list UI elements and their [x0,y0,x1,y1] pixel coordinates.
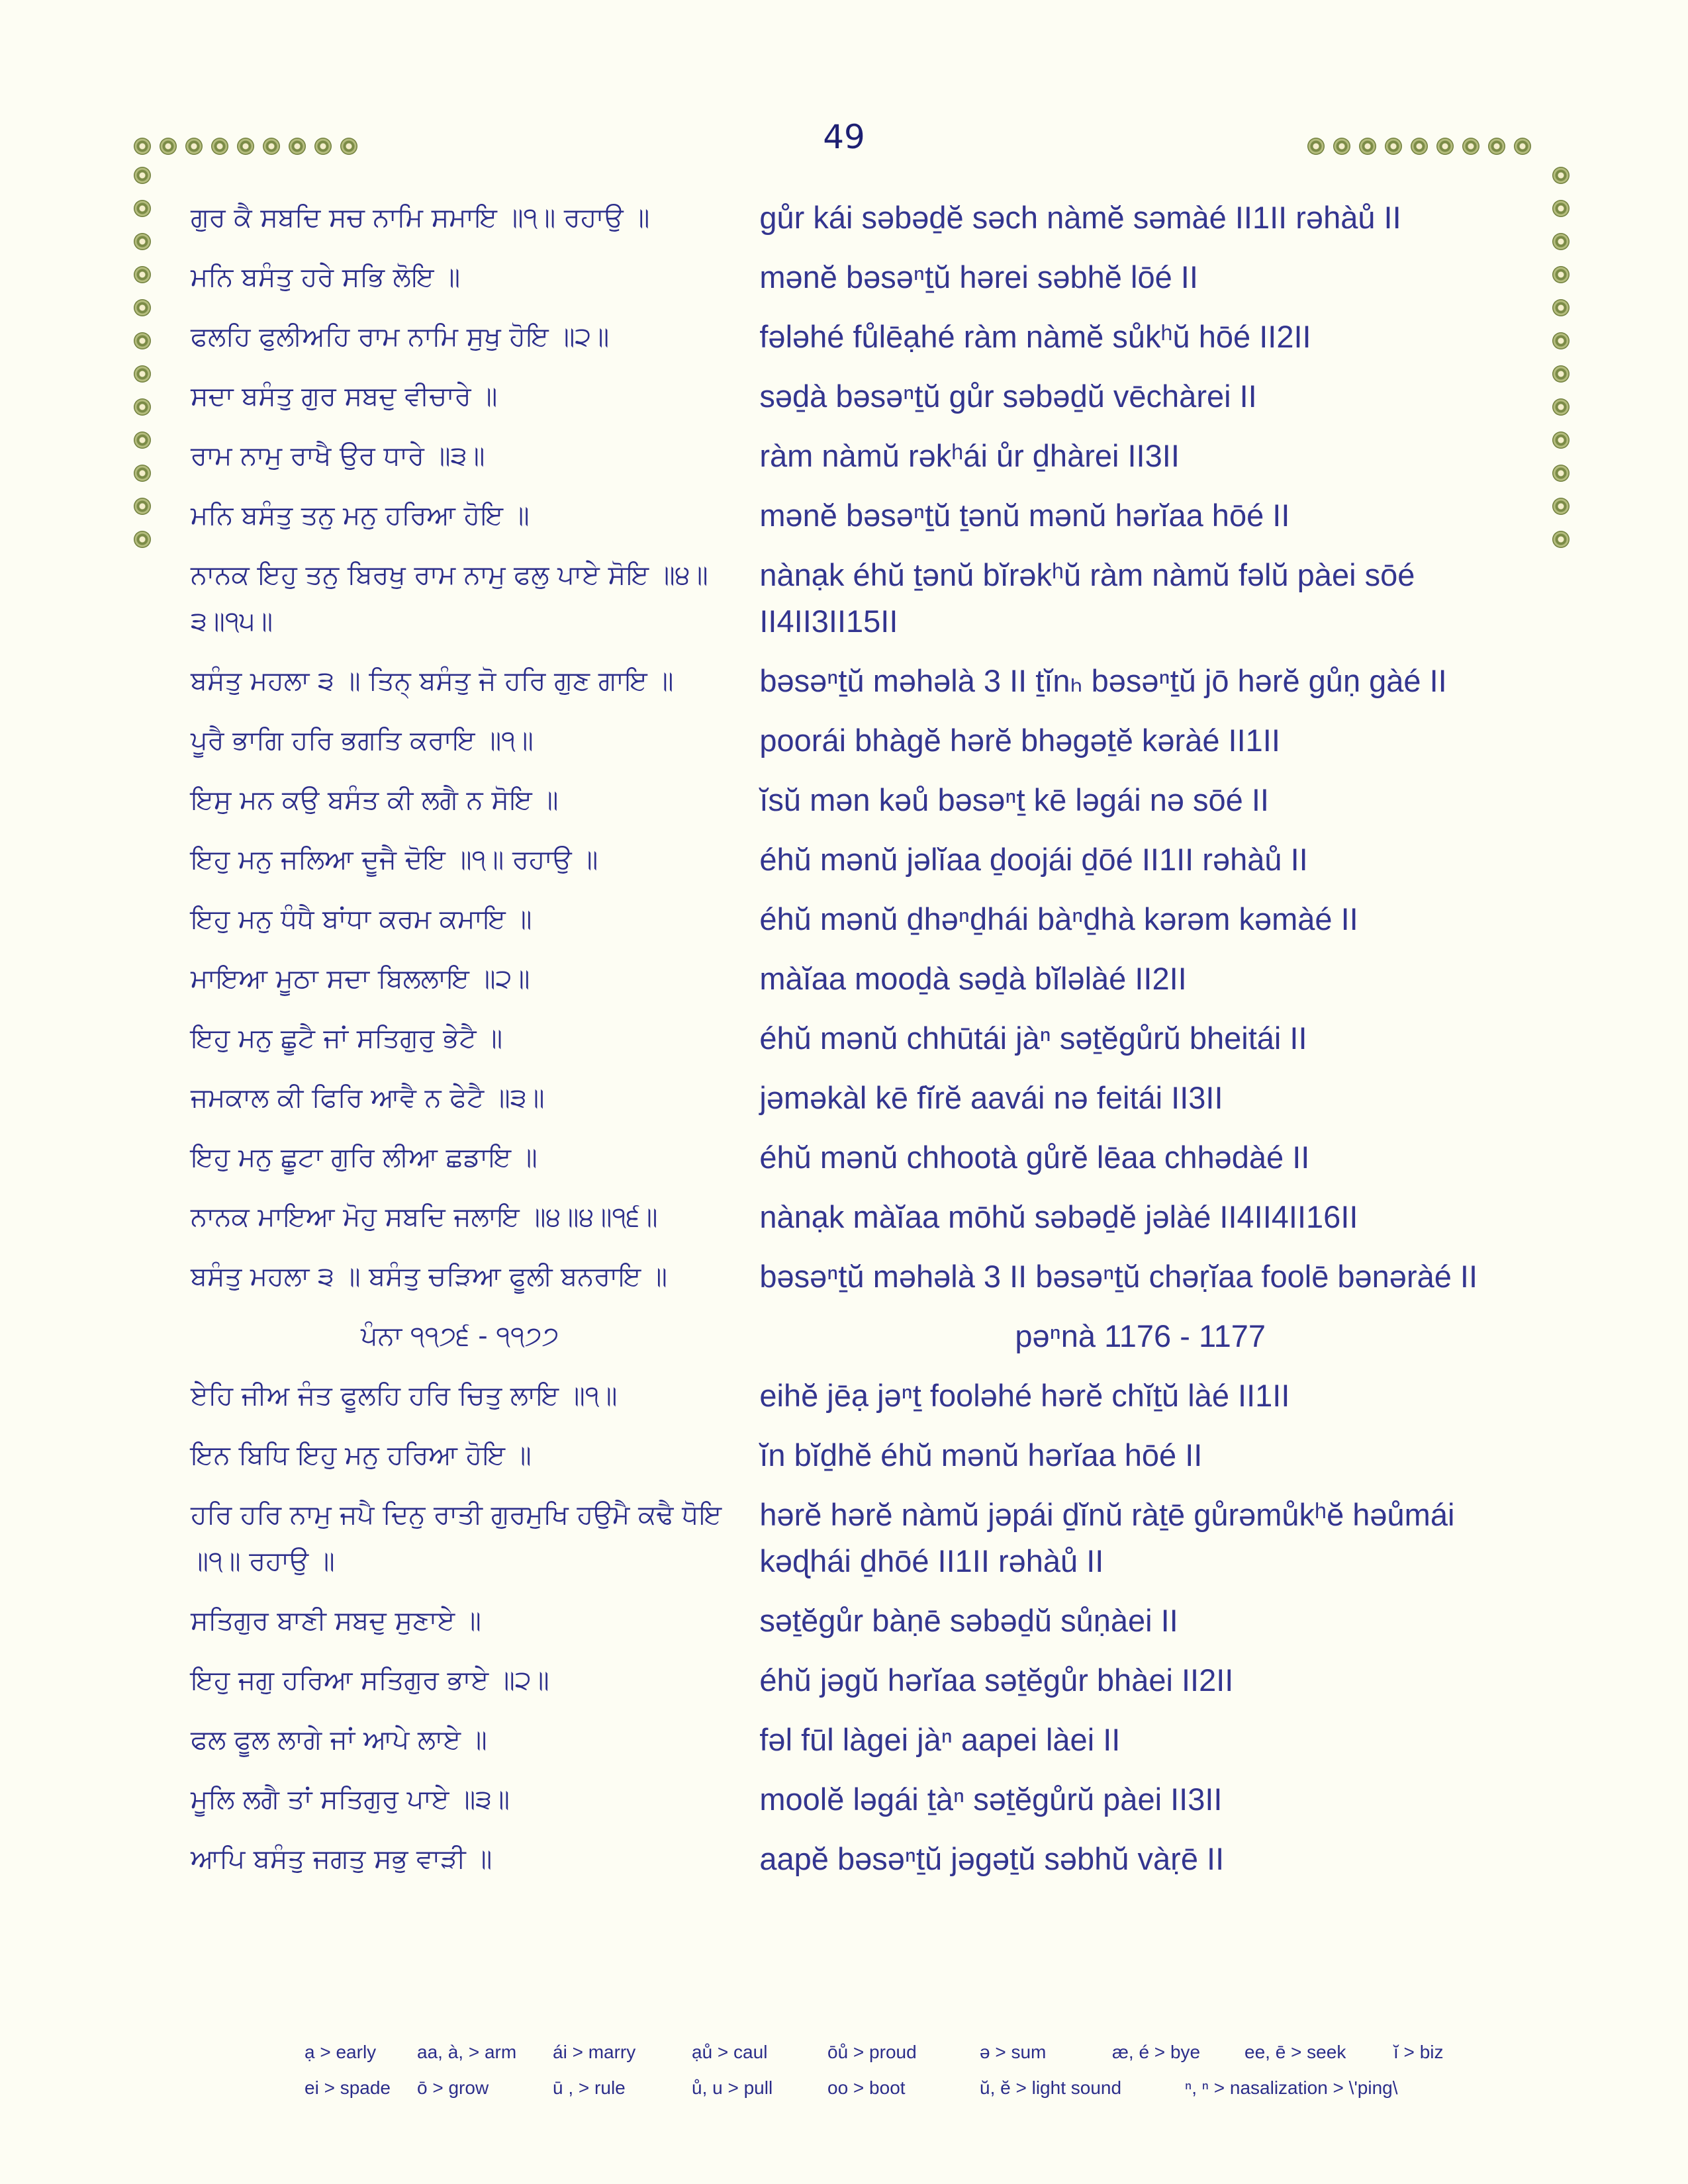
gurmukhi-line: ਇਹੁ ਮਨੁ ਧੰਧੈ ਬਾਂਧਾ ਕਰਮ ਕਮਾਇ ॥ [191,904,532,934]
flower-icon [134,498,151,515]
flower-icon [185,138,203,155]
transliteration-line: gůr kái səbəḏĕ səch nàmĕ səmàé II1II rəhàů II [759,200,1401,235]
gurmukhi-line: ਆਪਿ ਬਸੰਤੁ ਜਗਤੁ ਸਭੁ ਵਾੜੀ ॥ [191,1844,492,1874]
transliteration-line: éhŭ mənŭ chhūtái jàⁿ səṯĕgůrŭ bheitái II [759,1021,1307,1056]
gurmukhi-line: ਮੂਲਿ ਲਗੈ ਤਾਂ ਸਤਿਗੁਰੁ ਪਾਏ ॥੩॥ [191,1784,510,1815]
verse-row [191,1492,1521,1584]
transliteration-line: fəl fūl làgei jàⁿ aapei làei II [759,1722,1121,1757]
verse-row [191,314,1521,360]
gurmukhi-line: ਰਾਮ ਨਾਮੁ ਰਾਖੈ ਉਰ ਧਾਰੇ ॥੩॥ [191,441,485,471]
legend-item: aa, à, > arm [417,2042,517,2062]
verse-row [191,1657,1521,1704]
verse-row [191,492,1521,539]
legend-item: ə > sum [980,2042,1047,2062]
legend-item: ŭ, ĕ > light sound [980,2077,1122,2098]
legend-item: ō > grow [417,2077,489,2098]
verse-row [191,1717,1521,1763]
gurmukhi-line: ਇਸੁ ਮਨ ਕਉ ਬਸੰਤ ਕੀ ਲਗੈ ਨ ਸੋਇ ॥ [191,785,559,815]
transliteration-line: nànạk éhŭ ṯənŭ bĭrəkʰŭ ràm nàmŭ fəlŭ pàei sōé II4II3II15II [759,557,1415,639]
flower-icon [134,138,151,155]
transliteration-line: éhŭ mənŭ jəlĭaa ḏoojái ḏōé II1II rəhàů II [759,842,1308,877]
gurmukhi-line: ਬਸੰਤੁ ਮਹਲਾ ੩ ॥ ਤਿਨ੍ ਬਸੰਤੁ ਜੋ ਹਰਿ ਗੁਣ ਗਾਇ ॥ [191,666,674,696]
legend-item: ạů > caul [692,2042,768,2062]
transliteration-line: səḏà bəsəⁿṯŭ gůr səbəḏŭ vēchàrei II [759,379,1257,414]
flower-icon [237,138,254,155]
flower-icon [1488,138,1505,155]
flower-icon [134,299,151,316]
verse-list [191,195,1521,1895]
flower-icon [1552,365,1570,383]
flower-icon [1552,531,1570,548]
legend-item: ĭ > biz [1393,2042,1444,2062]
flower-icon [1552,167,1570,184]
verse-row [191,777,1521,823]
flower-border-right [1552,167,1570,548]
gurmukhi-line: ਜਮਕਾਲ ਕੀ ਫਿਰਿ ਆਵੈ ਨ ਫੇਟੈ ॥੩॥ [191,1083,545,1113]
transliteration-line: eihĕ jēạ jəⁿṯ fooləhé hərĕ chĭṯŭ làé II1II [759,1378,1290,1413]
verse-row [191,195,1521,241]
gurmukhi-line: ਮਨਿ ਬਸੰਤੁ ਹਰੇ ਸਭਿ ਲੋਇ ॥ [191,262,461,293]
transliteration-line: ràm nàmŭ rəkʰái ůr ḏhàrei II3II [759,438,1180,473]
flower-icon [211,138,228,155]
transliteration-line: səṯĕgůr bàṇē səbəḏŭ sůṇàei II [759,1603,1178,1638]
verse-row [191,956,1521,1002]
flower-border-left [134,167,151,548]
verse-row [191,373,1521,420]
flower-icon [314,138,332,155]
page-reference-gurmukhi: ਪੰਨਾ ੧੧੭੬ - ੧੧੭੭ [360,1321,559,1351]
gurmukhi-line: ਗੁਰ ਕੈ ਸਬਦਿ ਸਚ ਨਾਮਿ ਸਮਾਇ ॥੧॥ ਰਹਾਉ ॥ [191,203,650,233]
legend-item: ū , > rule [553,2077,626,2098]
flower-icon [263,138,280,155]
transliteration-line: ĭn bĭḏhĕ éhŭ mənŭ hərĭaa hōé II [759,1437,1203,1473]
gurmukhi-line: ਇਹੁ ਮਨੁ ਛੂਟੈ ਜਾਂ ਸਤਿਗੁਰੁ ਭੇਟੈ ॥ [191,1023,503,1054]
gurmukhi-line: ਸਦਾ ਬਸੰਤੁ ਗੁਰ ਸਬਦੁ ਵੀਚਾਰੇ ॥ [191,381,498,412]
flower-icon [134,233,151,250]
flower-icon [1552,200,1570,217]
flower-icon [134,365,151,383]
verse-row [191,433,1521,479]
transliteration-line: jəməkàl kē fĭrĕ aavái nə feitái II3II [759,1080,1223,1115]
verse-row [191,896,1521,942]
transliteration-line: màĭaa mooḏà səḏà bĭləlàé II2II [759,961,1187,996]
verse-row [191,837,1521,883]
pronunciation-legend [305,2042,1496,2113]
flower-icon [1552,266,1570,283]
transliteration-line: nànạk màĭaa mōhŭ səbəḏĕ jəlàé II4II4II16II [759,1199,1358,1234]
transliteration-line: bəsəⁿṯŭ məhəlà 3 II ṯĭnₕ bəsəⁿṯŭ jō hərĕ gůṇ gàé II [759,663,1447,698]
flower-icon [134,167,151,184]
verse-row [191,254,1521,300]
transliteration-line: bəsəⁿṯŭ məhəlà 3 II bəsəⁿṯŭ chəṛĭaa foolē bənəràé II [759,1259,1478,1294]
flower-icon [1552,465,1570,482]
flower-icon [1552,398,1570,416]
flower-icon [1552,432,1570,449]
flower-icon [134,332,151,349]
gurmukhi-line: ਸਤਿਗੁਰ ਬਾਣੀ ਸਬਦੁ ਸੁਣਾਏ ॥ [191,1606,481,1636]
verse-row [191,1194,1521,1240]
flower-icon [134,200,151,217]
gurmukhi-line: ਬਸੰਤੁ ਮਹਲਾ ੩ ॥ ਬਸੰਤੁ ਚੜਿਆ ਫੂਲੀ ਬਨਰਾਇ ॥ [191,1261,667,1292]
flower-icon [1514,138,1531,155]
gurmukhi-line: ਮਨਿ ਬਸੰਤੁ ਤਨੁ ਮਨੁ ਹਰਿਆ ਹੋਇ ॥ [191,500,530,531]
flower-icon [134,432,151,449]
legend-item: ů, u > pull [692,2077,773,2098]
gurmukhi-line: ਏਹਿ ਜੀਅ ਜੰਤ ਫੂਲਹਿ ਹਰਿ ਚਿਤੁ ਲਾਇ ॥੧॥ [191,1381,618,1411]
flower-border-top-left [134,138,357,155]
verse-row [191,1836,1521,1882]
gurmukhi-line: ਇਹੁ ਜਗੁ ਹਰਿਆ ਸਤਿਗੁਰ ਭਾਏ ॥੨॥ [191,1665,549,1696]
flower-icon [1333,138,1350,155]
transliteration-line: aapĕ bəsəⁿṯŭ jəgəṯŭ səbhŭ vàṛē II [759,1841,1225,1876]
legend-item: ⁿ, ⁿ > nasalization > \'ping\ [1185,2077,1398,2098]
flower-icon [289,138,306,155]
flower-icon [340,138,357,155]
gurmukhi-line: ਇਹੁ ਮਨੁ ਜਲਿਆ ਦੂਜੈ ਦੋਇ ॥੧॥ ਰਹਾਉ ॥ [191,844,598,875]
legend-item: ạ > early [305,2042,377,2062]
gurmukhi-line: ਹਰਿ ਹਰਿ ਨਾਮੁ ਜਪੈ ਦਿਨੁ ਰਾਤੀ ਗੁਰਮੁਖਿ ਹਉਮੈ ਕਢੈ ਧੋਇ ॥੧॥ ਰਹਾਉ ॥ [191,1500,722,1576]
gurmukhi-line: ਫਲ ਫੂਲ ਲਾਗੇ ਜਾਂ ਆਪੇ ਲਾਏ ॥ [191,1725,487,1755]
transliteration-line: fələhé fůlēạhé ràm nàmĕ sůkʰŭ hōé II2II [759,319,1311,354]
flower-icon [134,266,151,283]
flower-icon [1411,138,1428,155]
flower-border-top-right [1307,138,1531,155]
verse-row [191,1015,1521,1062]
flower-icon [1436,138,1454,155]
transliteration-line: hərĕ hərĕ nàmŭ jəpái ḏĭnŭ ràṯē gůrəmůkʰĕ həůmái kəɖhái ḏhōé II1II rəhàů II [759,1497,1455,1578]
legend-row [305,2042,1496,2063]
verse-row [191,1134,1521,1181]
transliteration-line: mənĕ bəsəⁿṯŭ ṯənŭ mənŭ hərĭaa hōé II [759,498,1290,533]
flower-icon [134,398,151,416]
transliteration-line: ĭsŭ mən kəů bəsəⁿṯ kē ləgái nə sōé II [759,782,1269,817]
page-reference-row [191,1313,1521,1359]
verse-row [191,1075,1521,1121]
flower-icon [1552,498,1570,515]
verse-row [191,1432,1521,1479]
legend-row [305,2077,1496,2099]
flower-icon [160,138,177,155]
verse-row [191,1253,1521,1300]
legend-item: oo > boot [827,2077,906,2098]
verse-row [191,717,1521,764]
flower-icon [1552,299,1570,316]
transliteration-line: mənĕ bəsəⁿṯŭ hərei səbhĕ lōé II [759,259,1198,295]
flower-icon [134,531,151,548]
legend-item: ái > marry [553,2042,636,2062]
flower-icon [1307,138,1325,155]
legend-item: ōů > proud [827,2042,917,2062]
verse-row [191,552,1521,645]
flower-icon [1359,138,1376,155]
flower-icon [1552,233,1570,250]
transliteration-line: poorái bhàgĕ hərĕ bhəgəṯĕ kəràé II1II [759,723,1280,758]
gurmukhi-line: ਨਾਨਕ ਇਹੁ ਤਨੁ ਬਿਰਖੁ ਰਾਮ ਨਾਮੁ ਫਲੁ ਪਾਏ ਸੋਇ ॥੪॥੩॥੧੫॥ [191,560,708,637]
flower-icon [134,465,151,482]
verse-row [191,1776,1521,1823]
verse-row [191,1373,1521,1419]
legend-item: ei > spade [305,2077,391,2098]
gurmukhi-line: ਫਲਹਿ ਫੁਲੀਅਹਿ ਰਾਮ ਨਾਮਿ ਸੁਖੁ ਹੋਇ ॥੨॥ [191,322,610,352]
transliteration-line: éhŭ jəgŭ hərĭaa səṯĕgůr bhàei II2II [759,1662,1234,1698]
gurmukhi-line: ਇਨ ਬਿਧਿ ਇਹੁ ਮਨੁ ਹਰਿਆ ਹੋਇ ॥ [191,1440,532,1471]
gurmukhi-line: ਪੂਰੈ ਭਾਗਿ ਹਰਿ ਭਗਤਿ ਕਰਾਇ ॥੧॥ [191,725,534,756]
flower-icon [1385,138,1402,155]
legend-item: æ, é > bye [1112,2042,1201,2062]
gurmukhi-line: ਮਾਇਆ ਮੂਠਾ ਸਦਾ ਬਿਲਲਾਇ ॥੨॥ [191,964,530,994]
verse-row [191,658,1521,704]
transliteration-line: moolĕ ləgái ṯàⁿ səṯĕgůrŭ pàei II3II [759,1782,1223,1817]
gurmukhi-line: ਨਾਨਕ ਮਾਇਆ ਮੋਹੁ ਸਬਦਿ ਜਲਾਇ ॥੪॥੪॥੧੬॥ [191,1202,658,1232]
page-number: 49 [823,118,865,156]
transliteration-line: éhŭ mənŭ ḏhəⁿḏhái bàⁿḏhà kərəm kəmàé II [759,901,1358,936]
legend-item: ee, ē > seek [1244,2042,1346,2062]
gurmukhi-line: ਇਹੁ ਮਨੁ ਛੂਟਾ ਗੁਰਿ ਲੀਆ ਛਡਾਇ ॥ [191,1142,538,1173]
page-reference-transliteration: pəⁿnà 1176 - 1177 [1015,1318,1266,1353]
transliteration-line: éhŭ mənŭ chhootà gůrĕ lēaa chhədàé II [759,1140,1310,1175]
flower-icon [1552,332,1570,349]
verse-row [191,1598,1521,1644]
flower-icon [1462,138,1479,155]
